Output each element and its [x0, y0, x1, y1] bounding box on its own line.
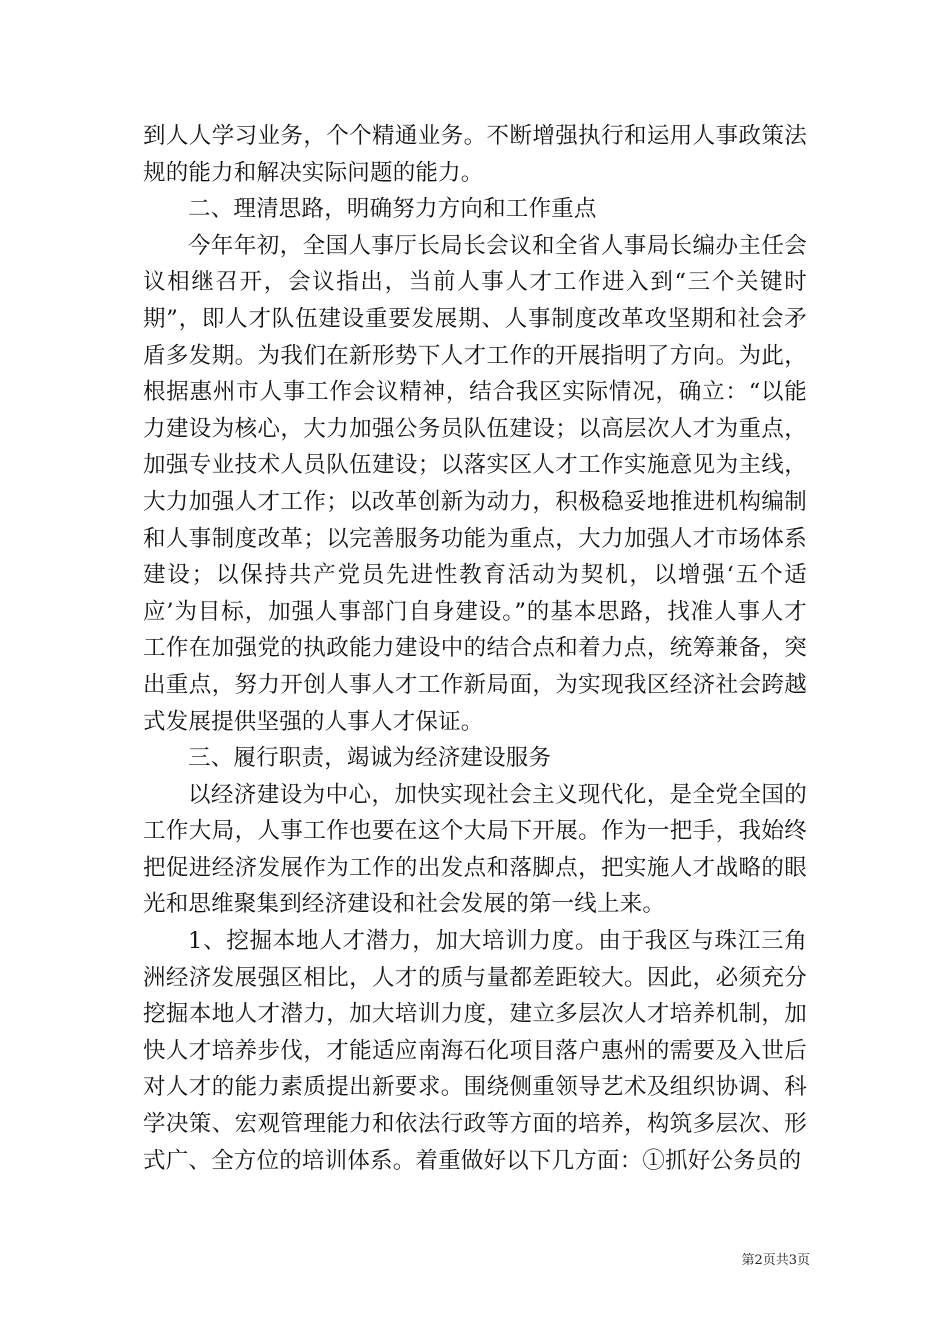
section-heading-2: 二、理清思路，明确努力方向和工作重点	[188, 196, 597, 223]
paragraph-basic-approach: 今年年初，全国人事厅长局长会议和全省人事局长编办主任会议相继召开，会议指出，当前人事人才工作进入到“三个关键时期”，即人才队伍建设重要发展期、人事制度改革攻坚期和社会矛盾多发期。为我们在新形势下人才工作的开展指明了方向。为此，根据惠州市人事工作会议精神，结合我区实际情况，确立：“以能力建设为核心，大力加强公务员队伍建设；以高层次人才为重点，加强专业技术人员队伍建设；以落实区人才工作实施意见为主线，大力加强人才工作；以改革创新为动力，积极稳妥地推进机构编制和人事制度改革；以完善服务功能为重点，大力加强人才市场体系建设；以保持共产党员先进性教育活动为契机，以增强‘五个适应’为目标，加强人事部门自身建设。”的基本思路，找准人事人才工作在加强党的执政能力建设中的结合点和着力点，统筹兼备，突出重点，努力开创人事人才工作新局面，为实现我区经济社会跨越式发展提供坚强的人事人才保证。	[143, 232, 807, 735]
section-heading-3: 三、履行职责，竭诚为经济建设服务	[188, 745, 552, 772]
paragraph-talent-training: 1、挖掘本地人才潜力，加大培训力度。由于我区与珠江三角洲经济发展强区相比，人才的质与量都差距较大。因此，必须充分挖掘本地人才潜力，加大培训力度，建立多层次人才培养机制，加快人才培养步伐，才能适应南海石化项目落户惠州的需要及入世后对人才的能力素质提出新要求。围绕侧重领导艺术及组织协调、科学决策、宏观管理能力和依法行政等方面的培养，构筑多层次、形式广、全方位的培训体系。着重做好以下几方面：①抓好公务员的	[143, 928, 807, 1174]
paragraph-economic-center: 以经济建设为中心，加快实现社会主义现代化，是全党全国的工作大局，人事工作也要在这个大局下开展。作为一把手，我始终把促进经济发展作为工作的出发点和落脚点，把实施人才战略的眼光和思维聚集到经济建设和社会发展的第一线上来。	[143, 781, 807, 918]
document-body	[143, 118, 807, 1179]
paragraph-continuation: 到人人学习业务，个个精通业务。不断增强执行和运用人事政策法规的能力和解决实际问题的能力。	[143, 123, 807, 186]
page-number: 第2页共3页	[741, 1253, 810, 1268]
